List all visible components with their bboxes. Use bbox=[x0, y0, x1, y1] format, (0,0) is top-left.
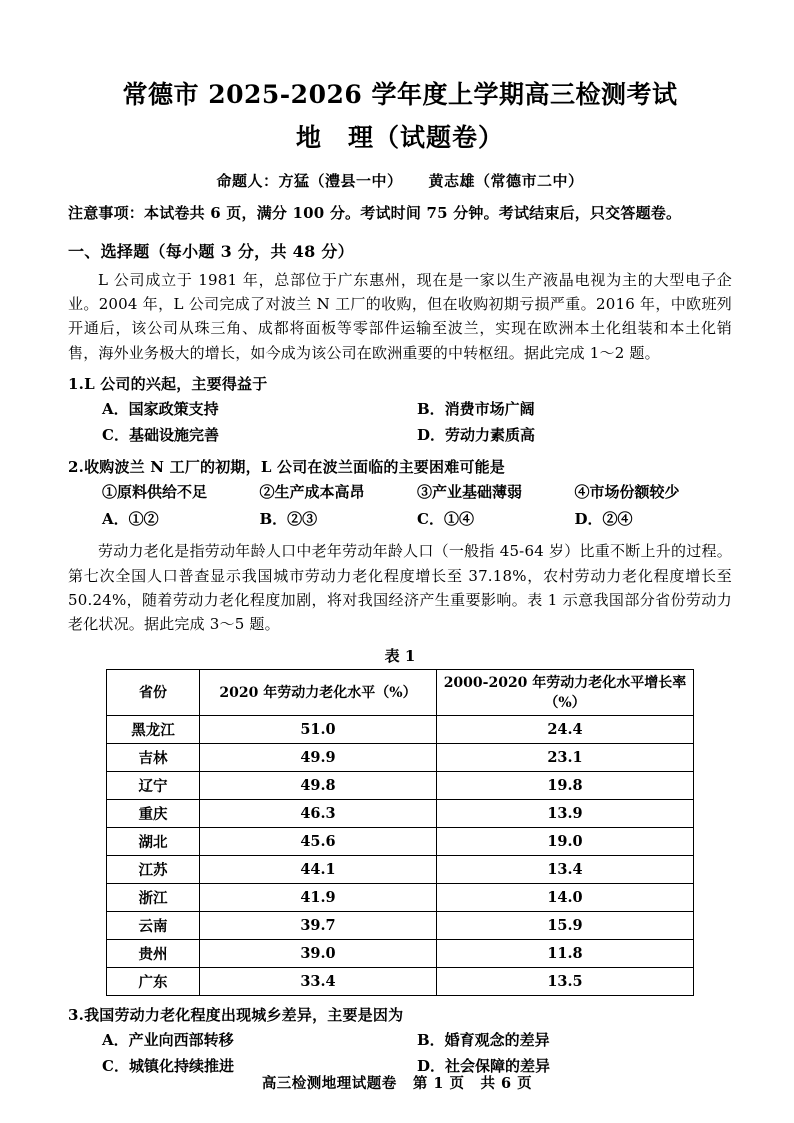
question-1-text: L 公司的兴起，主要得益于 bbox=[84, 374, 268, 393]
notice-text: 本试卷共 6 页，满分 100 分。考试时间 75 分钟。考试结束后，只交答题卷。 bbox=[144, 203, 682, 222]
cell-growth: 13.9 bbox=[437, 799, 694, 827]
question-3-stem bbox=[68, 1003, 732, 1027]
notice-line bbox=[68, 202, 732, 223]
cell-level: 33.4 bbox=[200, 967, 437, 995]
cell-growth: 19.8 bbox=[437, 771, 694, 799]
cell-level: 39.0 bbox=[200, 939, 437, 967]
subject-title: 地 理（试题卷） bbox=[295, 122, 504, 152]
question-2-item-3: ③产业基础薄弱 bbox=[417, 483, 523, 502]
question-2-option-a[interactable]: A．①② bbox=[102, 510, 159, 529]
question-2-stem bbox=[68, 455, 732, 479]
cell-province: 浙江 bbox=[107, 883, 200, 911]
question-2-item-2: ②生产成本高昂 bbox=[259, 483, 365, 502]
table-row bbox=[107, 855, 694, 883]
authors-label: 命题人： bbox=[216, 171, 279, 190]
table-col-growth-rate: 2000-2020 年劳动力老化水平增长率（%） bbox=[437, 669, 694, 715]
cell-province: 重庆 bbox=[107, 799, 200, 827]
page-footer bbox=[0, 1072, 794, 1093]
table-row bbox=[107, 799, 694, 827]
labor-aging-table bbox=[106, 669, 694, 996]
question-2-option-c[interactable]: C．①④ bbox=[417, 510, 474, 529]
cell-province: 江苏 bbox=[107, 855, 200, 883]
footer-title: 高三检测地理试题卷 bbox=[261, 1075, 397, 1092]
cell-growth: 24.4 bbox=[437, 715, 694, 743]
cell-level: 41.9 bbox=[200, 883, 437, 911]
passage-1: L 公司成立于 1981 年，总部位于广东惠州，现在是一家以生产液晶电视为主的大型电子企业。2004 年，L 公司完成了对波兰 N 工厂的收购，但在收购初期亏损严重。2016 年，中欧班列开通后，该公司从珠三角、成都将面板等零部件运输至波兰，实现在欧洲本土化组装和本土化销售，海外业务极大的增长，如今成为该公司在欧洲重要的中转枢纽。据此完成 1～2 题。 bbox=[68, 270, 732, 362]
cell-growth: 19.0 bbox=[437, 827, 694, 855]
question-3-option-d[interactable]: D．社会保障的差异 bbox=[417, 1056, 551, 1075]
question-3-option-c[interactable]: C．城镇化持续推进 bbox=[102, 1056, 234, 1075]
page-title: 常德市 2025-2026 学年度上学期高三检测考试 bbox=[122, 80, 678, 109]
table-row bbox=[107, 911, 694, 939]
cell-province: 辽宁 bbox=[107, 771, 200, 799]
author-2: 黄志雄（常德市二中） bbox=[428, 171, 584, 190]
table-row bbox=[107, 743, 694, 771]
table-row bbox=[107, 771, 694, 799]
question-1-option-b[interactable]: B．消费市场广阔 bbox=[417, 399, 535, 418]
cell-level: 51.0 bbox=[200, 715, 437, 743]
passage-2: 劳动力老化是指劳动年龄人口中老年劳动年龄人口（一般指 45-64 岁）比重不断上升的过程。第七次全国人口普查显示我国城市劳动力老化程度增长至 37.18%，农村劳动力老化程度增长至 50.24%，随着劳动力老化程度加剧，将对我国经济产生重要影响。表 1 示意我国部分省份劳动力老化状况。据此完成 3～5 题。 bbox=[68, 542, 732, 634]
table-col-province: 省份 bbox=[107, 669, 200, 715]
question-1-option-d[interactable]: D．劳动力素质高 bbox=[417, 426, 536, 445]
question-2-items bbox=[68, 479, 732, 506]
cell-level: 49.8 bbox=[200, 771, 437, 799]
question-1-options-row-1 bbox=[68, 396, 732, 422]
cell-level: 46.3 bbox=[200, 799, 437, 827]
question-1-option-a[interactable]: A．国家政策支持 bbox=[102, 399, 219, 418]
table-row bbox=[107, 827, 694, 855]
notice-label: 注意事项： bbox=[68, 203, 145, 222]
table-row bbox=[107, 715, 694, 743]
cell-growth: 13.5 bbox=[437, 967, 694, 995]
footer-page-number: 第 1 页 bbox=[412, 1075, 465, 1092]
authors-line bbox=[68, 170, 732, 191]
cell-growth: 13.4 bbox=[437, 855, 694, 883]
cell-province: 湖北 bbox=[107, 827, 200, 855]
question-1-option-c[interactable]: C．基础设施完善 bbox=[102, 426, 219, 445]
question-1-stem bbox=[68, 372, 732, 396]
question-2-option-d[interactable]: D．②④ bbox=[574, 510, 633, 529]
question-3-number: 3. bbox=[68, 1005, 85, 1024]
question-3-options-row-1 bbox=[68, 1027, 732, 1053]
cell-level: 39.7 bbox=[200, 911, 437, 939]
question-2-number: 2. bbox=[68, 458, 85, 477]
cell-province: 吉林 bbox=[107, 743, 200, 771]
question-2-item-1: ①原料供给不足 bbox=[102, 483, 208, 502]
table-col-level-2020: 2020 年劳动力老化水平（%） bbox=[200, 669, 437, 715]
question-2-text: 收购波兰 N 工厂的初期，L 公司在波兰面临的主要困难可能是 bbox=[84, 458, 505, 477]
table-caption: 表 1 bbox=[384, 646, 416, 665]
question-2-option-b[interactable]: B．②③ bbox=[259, 510, 318, 529]
question-2-options bbox=[68, 506, 732, 533]
table-row bbox=[107, 939, 694, 967]
section-heading: 一、选择题（每小题 3 分，共 48 分） bbox=[68, 241, 354, 261]
cell-province: 贵州 bbox=[107, 939, 200, 967]
question-3-text: 我国劳动力老化程度出现城乡差异，主要是因为 bbox=[84, 1005, 404, 1024]
cell-level: 49.9 bbox=[200, 743, 437, 771]
cell-growth: 11.8 bbox=[437, 939, 694, 967]
cell-growth: 23.1 bbox=[437, 743, 694, 771]
question-2-item-4: ④市场份额较少 bbox=[574, 483, 680, 502]
author-1: 方猛（澧县一中） bbox=[278, 171, 403, 190]
cell-growth: 14.0 bbox=[437, 883, 694, 911]
table-row bbox=[107, 967, 694, 995]
cell-level: 45.6 bbox=[200, 827, 437, 855]
cell-province: 广东 bbox=[107, 967, 200, 995]
table-row bbox=[107, 883, 694, 911]
question-3-option-a[interactable]: A．产业向西部转移 bbox=[102, 1030, 234, 1049]
footer-total-pages: 共 6 页 bbox=[480, 1075, 533, 1092]
cell-province: 黑龙江 bbox=[107, 715, 200, 743]
cell-province: 云南 bbox=[107, 911, 200, 939]
question-3-option-b[interactable]: B．婚育观念的差异 bbox=[417, 1030, 550, 1049]
cell-level: 44.1 bbox=[200, 855, 437, 883]
cell-growth: 15.9 bbox=[437, 911, 694, 939]
question-1-number: 1. bbox=[68, 374, 85, 393]
question-1-options-row-2 bbox=[68, 422, 732, 448]
table-header-row bbox=[107, 669, 694, 715]
